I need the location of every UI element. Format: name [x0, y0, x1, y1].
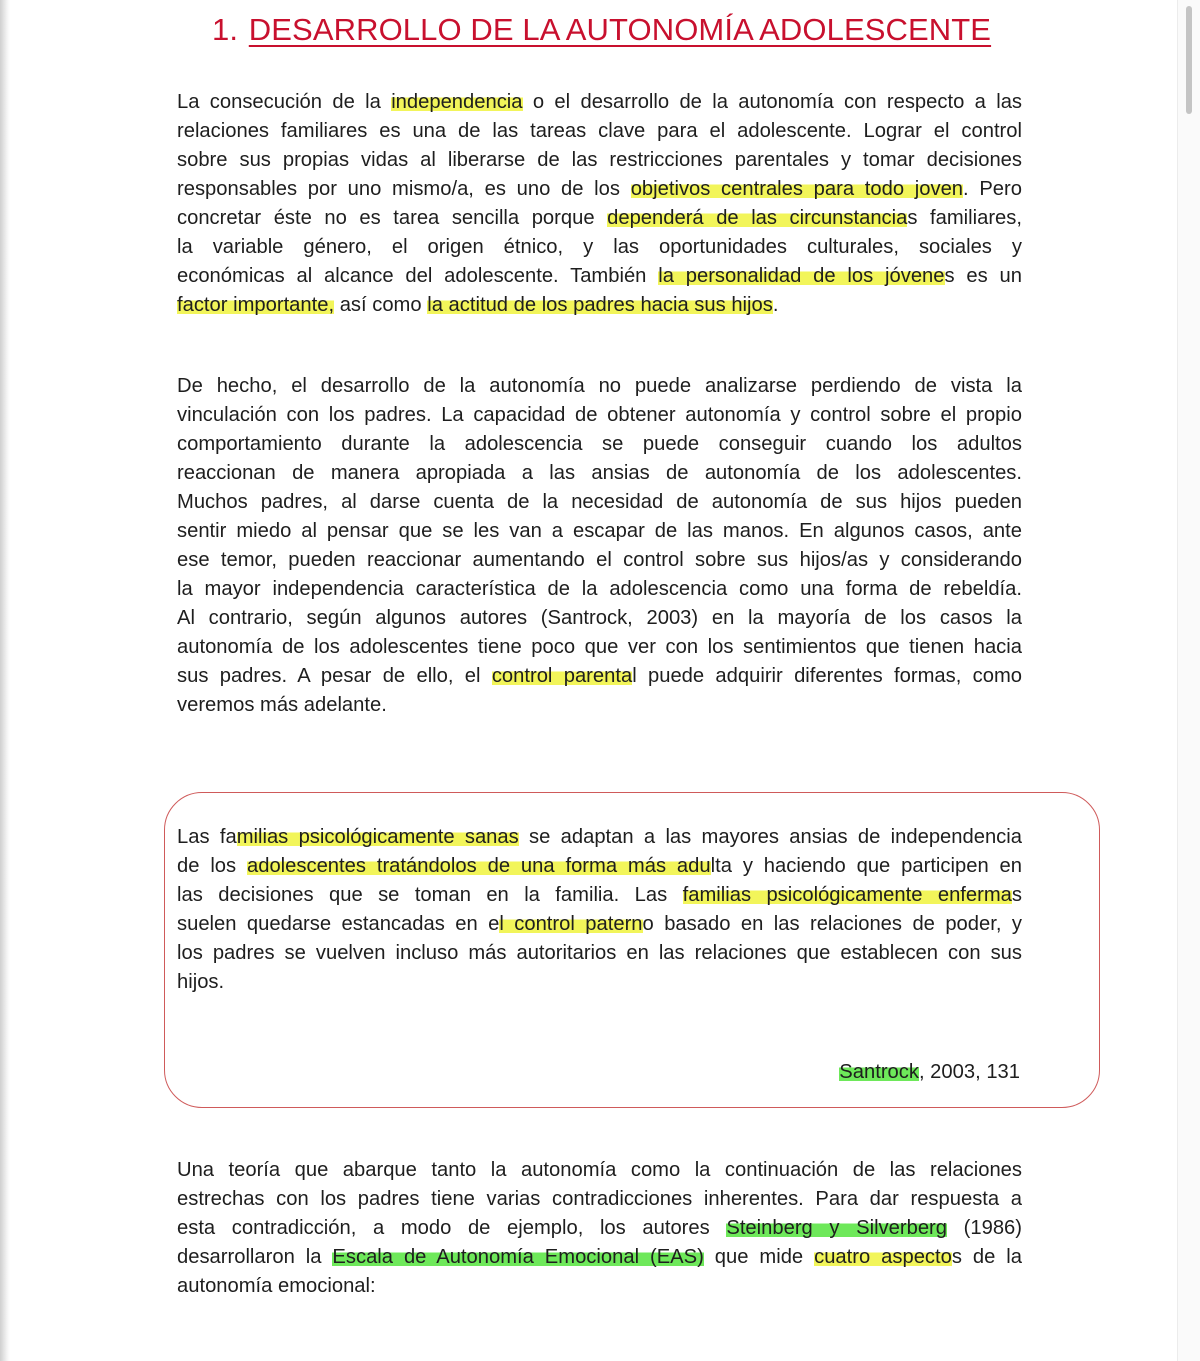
highlighted-text: factor importante,	[177, 294, 335, 316]
text-segment: vinculación con los padres. La capacidad de obtener autonomía y control sobre el propio	[177, 404, 1022, 426]
highlighted-text-green: Escala de Autonomía Emocional (EAS)	[332, 1246, 704, 1268]
highlighted-text: independencia	[391, 91, 523, 113]
text-segment: estrechas con los padres tiene varias contradicciones inherentes. Para dar respuesta a	[177, 1188, 1022, 1210]
text-line	[177, 852, 1022, 881]
text-segment: s es un	[944, 265, 1022, 287]
text-segment: sobre sus propias vidas al liberarse de las restricciones parentales y tomar decisiones	[177, 149, 1022, 171]
text-line	[177, 117, 1022, 146]
text-line	[177, 175, 1022, 204]
text-segment: se adaptan a las mayores ansias de independencia	[518, 826, 1022, 848]
highlighted-text: control parenta	[491, 665, 633, 687]
highlighted-text: cuatro aspecto	[814, 1246, 952, 1268]
citation-details: , 2003, 131	[918, 1061, 1020, 1083]
text-segment: económicas al alcance del adolescente. También	[177, 265, 659, 287]
paragraph-emotional-autonomy	[177, 1156, 1022, 1301]
section-number: 1.	[212, 12, 239, 47]
paragraph-independence	[177, 88, 1022, 320]
text-segment: (1986)	[947, 1217, 1022, 1239]
highlighted-text: objetivos centrales para todo joven	[630, 178, 964, 200]
text-segment: s de la	[951, 1246, 1023, 1268]
text-segment: que mide	[703, 1246, 815, 1268]
text-segment: relaciones familiares es una de las tareas clave para el adolescente. Lograr el control	[177, 120, 1022, 142]
text-segment: sus padres. A pesar de ello, el	[177, 665, 492, 687]
text-segment: hijos.	[177, 971, 225, 993]
scrollbar-thumb[interactable]	[1186, 6, 1192, 114]
highlighted-text: l control patern	[499, 913, 643, 935]
highlighted-text: la personalidad de los jóvene	[658, 265, 945, 287]
text-segment: los padres se vuelven incluso más autoritarios en las relaciones que establecen con sus	[177, 942, 1022, 964]
text-line	[177, 546, 1022, 575]
quote-text	[177, 823, 1022, 997]
quote-citation	[839, 1058, 1020, 1087]
text-line	[177, 633, 1022, 662]
text-line	[177, 146, 1022, 175]
text-segment: la variable género, el origen étnico, y las oportunidades culturales, sociales y	[177, 236, 1022, 258]
highlighted-text: familias psicológicamente enferma	[682, 884, 1012, 906]
text-line	[177, 233, 1022, 262]
text-segment: o el desarrollo de la autonomía con respecto a las	[522, 91, 1023, 113]
text-segment: las decisiones que se toman en la familia. Las	[177, 884, 683, 906]
text-segment: desarrollaron la	[177, 1246, 333, 1268]
text-segment: autonomía emocional:	[177, 1275, 376, 1297]
highlighted-text-green: Steinberg y Silverberg	[726, 1217, 948, 1239]
text-line	[177, 1272, 1022, 1301]
highlighted-text: milias psicológicamente sanas	[236, 826, 519, 848]
text-line	[177, 488, 1022, 517]
text-line	[177, 1156, 1022, 1185]
text-segment: l puede adquirir diferentes formas, como	[632, 665, 1022, 687]
text-line	[177, 662, 1022, 691]
text-segment: s familiares,	[907, 207, 1022, 229]
text-line	[177, 604, 1022, 633]
text-segment: Muchos padres, al darse cuenta de la necesidad de autonomía de sus hijos pueden	[177, 491, 1022, 513]
highlighted-text: adolescentes tratándolos de una forma más adu	[247, 855, 711, 877]
text-line	[177, 430, 1022, 459]
highlighted-text: la actitud de los padres hacia sus hijos	[427, 294, 773, 316]
text-line	[177, 88, 1022, 117]
text-segment: Las fa	[177, 826, 237, 848]
text-segment: concretar éste no es tarea sencilla porque	[177, 207, 608, 229]
scrollbar-track[interactable]	[1177, 0, 1200, 1361]
text-segment: la mayor independencia característica de la adolescencia como una forma de rebeldía.	[177, 578, 1022, 600]
text-line	[177, 968, 1022, 997]
text-line	[177, 291, 1022, 320]
text-segment: comportamiento durante la adolescencia se puede conseguir cuando los adultos	[177, 433, 1022, 455]
text-line	[177, 1185, 1022, 1214]
page-left-shadow	[0, 0, 10, 1361]
text-segment: autonomía de los adolescentes tiene poco que ver con los sentimientos que tienen hacia	[177, 636, 1022, 658]
section-heading	[212, 12, 991, 48]
highlighted-text: dependerá de las circunstancia	[607, 207, 908, 229]
section-title: DESARROLLO DE LA AUTONOMÍA ADOLESCENTE	[248, 12, 992, 47]
text-segment: De hecho, el desarrollo de la autonomía no puede analizarse perdiendo de vista la	[177, 375, 1022, 397]
text-line	[177, 459, 1022, 488]
text-segment: s	[1011, 884, 1022, 906]
text-segment: o basado en las relaciones de poder, y	[642, 913, 1022, 935]
text-line	[177, 691, 1022, 720]
text-segment: La consecución de la	[177, 91, 392, 113]
text-segment: .	[772, 294, 779, 316]
text-segment: lta y haciendo que participen en	[710, 855, 1022, 877]
text-line	[177, 823, 1022, 852]
text-segment: veremos más adelante.	[177, 694, 387, 716]
text-line	[177, 575, 1022, 604]
text-segment: Una teoría que abarque tanto la autonomía como la continuación de las relaciones	[177, 1159, 1022, 1181]
text-segment: esta contradicción, a modo de ejemplo, los autores	[177, 1217, 727, 1239]
text-segment: reaccionan de manera apropiada a las ansias de autonomía de los adolescentes.	[177, 462, 1022, 484]
text-segment: ese temor, pueden reaccionar aumentando el control sobre sus hijos/as y considerando	[177, 549, 1022, 571]
text-segment: así como	[334, 294, 428, 316]
text-line	[177, 1243, 1022, 1272]
text-line	[177, 881, 1022, 910]
citation-author: Santrock	[839, 1061, 919, 1083]
text-line	[177, 401, 1022, 430]
text-segment: Al contrario, según algunos autores (Santrock, 2003) en la mayoría de los casos la	[177, 607, 1022, 629]
text-segment: de los	[177, 855, 247, 877]
text-segment: . Pero	[963, 178, 1022, 200]
text-line	[177, 939, 1022, 968]
text-line	[177, 262, 1022, 291]
text-line	[177, 372, 1022, 401]
text-line	[177, 204, 1022, 233]
paragraph-parental-bond	[177, 372, 1022, 720]
text-line	[177, 910, 1022, 939]
text-segment: responsables por uno mismo/a, es uno de los	[177, 178, 631, 200]
text-segment: suelen quedarse estancadas en e	[177, 913, 500, 935]
text-line	[177, 517, 1022, 546]
text-line	[177, 1214, 1022, 1243]
text-segment: sentir miedo al pensar que se les van a escapar de las manos. En algunos casos, ante	[177, 520, 1022, 542]
